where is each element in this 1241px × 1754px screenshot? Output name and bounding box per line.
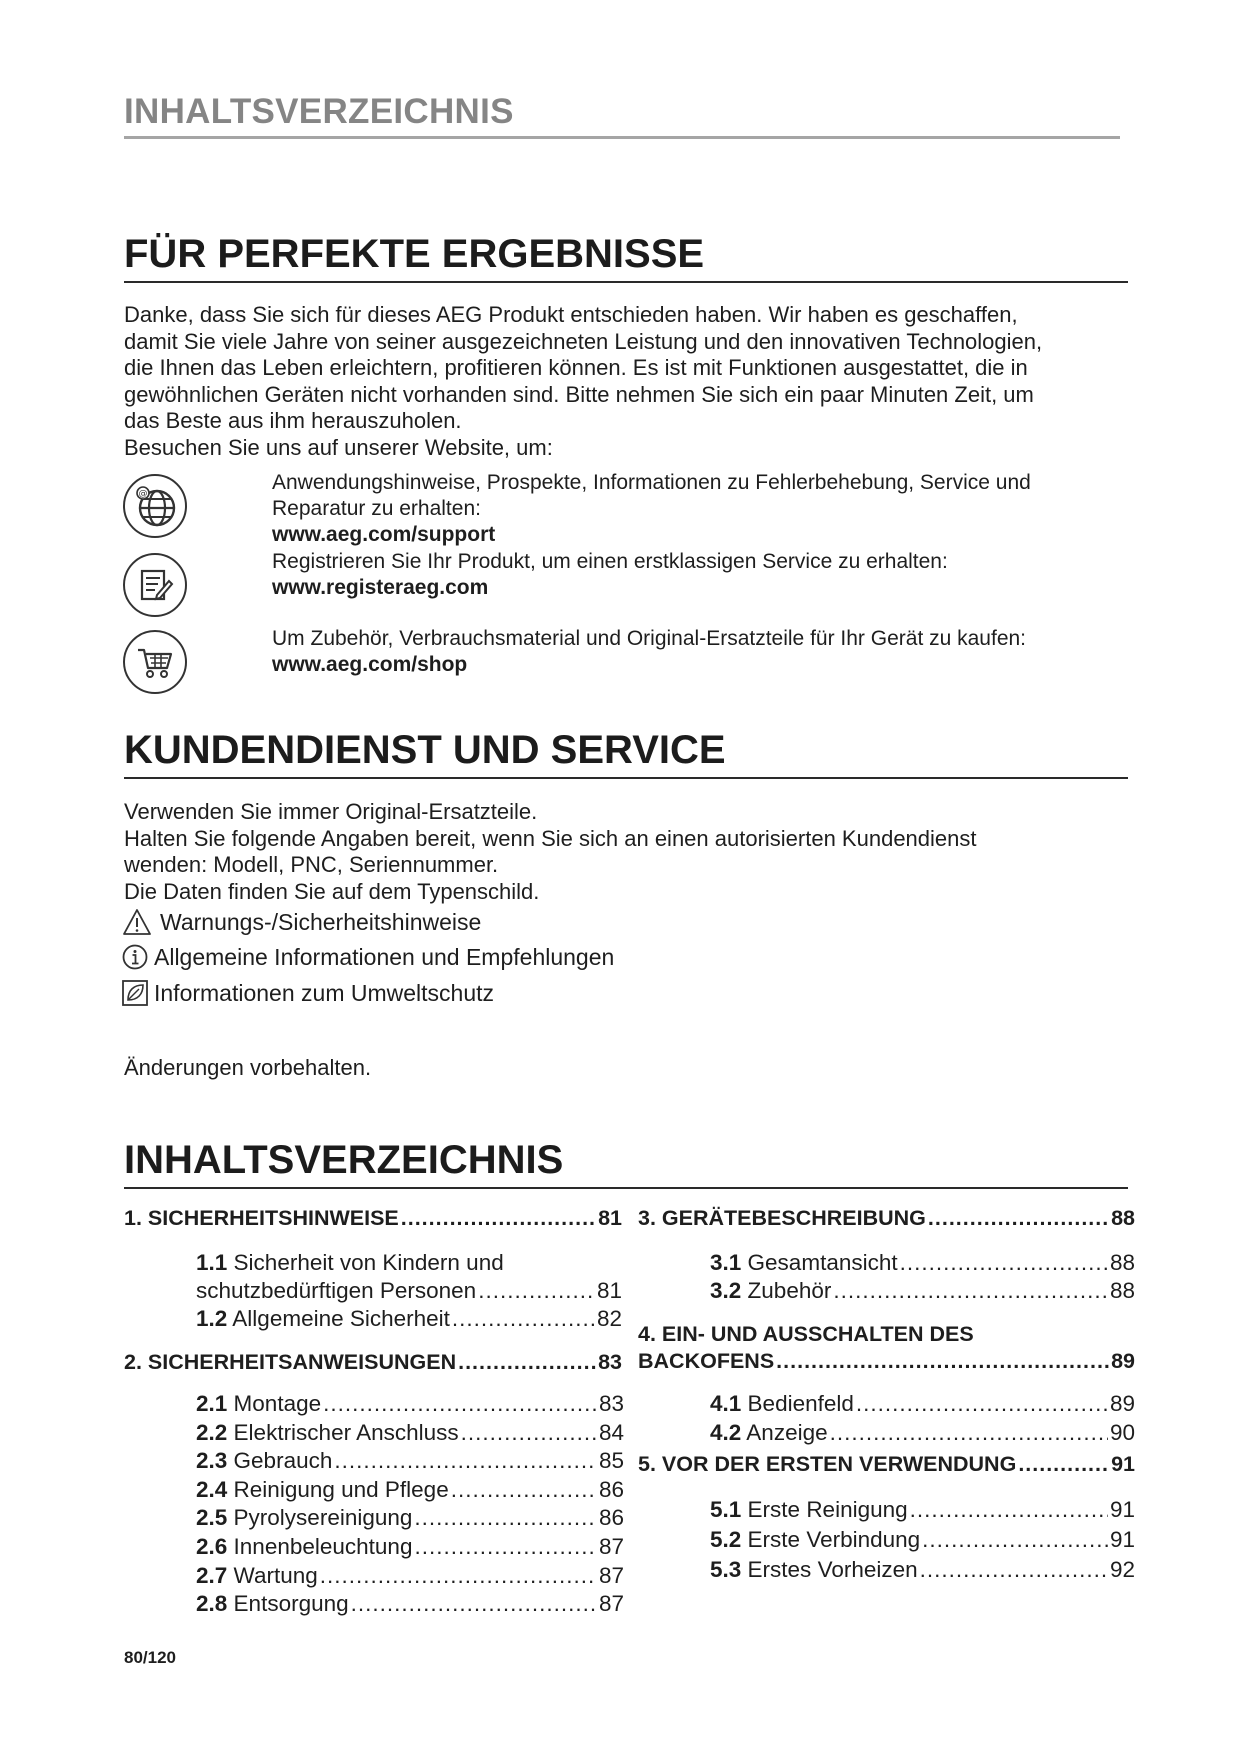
registration-icon [123, 553, 187, 617]
symbol-warning: Warnungs-/Sicherheitshinweise [122, 908, 481, 936]
web-item-support: Anwendungshinweise, Prospekte, Informationen zu Fehlerbehebung, Service und Reparatur zu erhalten: www.aeg.com/support [272, 470, 1132, 548]
service-paragraph: Verwenden Sie immer Original-Ersatzteile. Halten Sie folgende Angaben bereit, wenn Sie sich an einen autorisierten Kundendienst wenden: Modell, PNC, Seriennummer. Die Daten finden Sie auf dem Typenschild. [124, 799, 977, 904]
toc-entry-3-subs [710, 1249, 1135, 1305]
toc-entry-4[interactable]: 4. EIN- UND AUSSCHALTEN DES BACKOFENS ..... 89 [638, 1321, 1135, 1375]
shopping-cart-icon [123, 630, 187, 694]
toc-entry-5-3[interactable]: 5.3 Erstes Vorheizen ..... 92 [710, 1555, 1135, 1585]
toc-entry-4-2[interactable]: 4.2 Anzeige ..... 90 [710, 1419, 1135, 1448]
toc-entry-2-7[interactable]: 2.7 Wartung ..... 87 [196, 1562, 624, 1591]
toc-entry-5[interactable]: 5. VOR DER ERSTEN VERWENDUNG ..... 91 [638, 1452, 1135, 1477]
toc-entry-2-6[interactable]: 2.6 Innenbeleuchtung ..... 87 [196, 1533, 624, 1562]
running-header: INHALTSVERZEICHNIS [124, 92, 1120, 139]
section-title-perfect-results: FÜR PERFEKTE ERGEBNISSE [124, 232, 1128, 283]
changes-note: Änderungen vorbehalten. [124, 1055, 372, 1080]
toc-entry-3[interactable]: 3. GERÄTEBESCHREIBUNG ..... 88 [638, 1206, 1135, 1231]
toc-entry-2-2[interactable]: 2.2 Elektrischer Anschluss ..... 84 [196, 1419, 624, 1448]
intro-paragraph: Danke, dass Sie sich für dieses AEG Produkt entschieden haben. Wir haben es geschaffen, damit Sie viele Jahre von seiner ausgezeichneten Leistung und den innovativen Technologien, die Ihnen das Leben erleichtern, profitieren können. Es ist mit Funktionen ausgestattet, die in gewöhnlichen Geräten nicht vorhanden sind. Bitte nehmen Sie sich ein paar Minuten Zeit, um das Beste aus ihm herauszuholen. Besuchen Sie uns auf unserer Website, um: [124, 302, 1043, 460]
toc-entry-5-2[interactable]: 5.2 Erste Verbindung ..... 91 [710, 1525, 1135, 1555]
support-link[interactable]: www.aeg.com/support [272, 523, 496, 546]
shop-link[interactable]: www.aeg.com/shop [272, 653, 468, 676]
globe-icon [123, 474, 187, 538]
toc-entry-3-2[interactable]: 3.2 Zubehör ..... 88 [710, 1277, 1135, 1305]
register-link[interactable]: www.registeraeg.com [272, 576, 489, 599]
web-item-shop: Um Zubehör, Verbrauchsmaterial und Original-Ersatzteile für Ihr Gerät zu kaufen: www.aeg.com/shop [272, 626, 1132, 678]
leaf-icon [122, 979, 148, 1007]
info-icon [122, 943, 148, 971]
toc-entry-1-2[interactable]: 1.2 Allgemeine Sicherheit ..... 82 [196, 1305, 622, 1333]
toc-entry-2-4[interactable]: 2.4 Reinigung und Pflege ..... 86 [196, 1476, 624, 1505]
toc-left-column [124, 1206, 622, 1231]
toc-entry-1-subs [196, 1249, 622, 1333]
warning-icon [122, 908, 152, 936]
toc-entry-2-3[interactable]: 2.3 Gebrauch ..... 85 [196, 1447, 624, 1476]
toc-entry-1[interactable]: 1. SICHERHEITSHINWEISE ..... 81 [124, 1206, 622, 1231]
toc-entry-2-1[interactable]: 2.1 Montage ..... 83 [196, 1390, 624, 1419]
svg-text:@: @ [138, 489, 148, 499]
toc-right-column [638, 1206, 1135, 1231]
section-title-table-of-contents: INHALTSVERZEICHNIS [124, 1138, 1128, 1189]
toc-entry-1-1[interactable]: 1.1 Sicherheit von Kindern und schutzbedürftigen Personen ..... 81 [196, 1249, 622, 1305]
page-number: 80/120 [124, 1648, 176, 1667]
toc-entry-4-subs [710, 1390, 1135, 1447]
symbol-info: Allgemeine Informationen und Empfehlungen [122, 943, 614, 971]
symbol-environment: Informationen zum Umweltschutz [122, 979, 494, 1007]
section-title-customer-service: KUNDENDIENST UND SERVICE [124, 728, 1128, 779]
toc-entry-4-1[interactable]: 4.1 Bedienfeld ..... 89 [710, 1390, 1135, 1419]
toc-entry-2-8[interactable]: 2.8 Entsorgung ..... 87 [196, 1590, 624, 1619]
toc-entry-2[interactable]: 2. SICHERHEITSANWEISUNGEN ..... 83 [124, 1350, 622, 1375]
toc-entry-2-subs [196, 1390, 624, 1619]
toc-entry-5-subs [710, 1495, 1135, 1585]
toc-entry-5-1[interactable]: 5.1 Erste Reinigung ..... 91 [710, 1495, 1135, 1525]
web-item-register: Registrieren Sie Ihr Produkt, um einen erstklassigen Service zu erhalten: www.registeraeg.com [272, 549, 1132, 601]
toc-entry-3-1[interactable]: 3.1 Gesamtansicht ..... 88 [710, 1249, 1135, 1277]
toc-entry-2-5[interactable]: 2.5 Pyrolysereinigung ..... 86 [196, 1504, 624, 1533]
